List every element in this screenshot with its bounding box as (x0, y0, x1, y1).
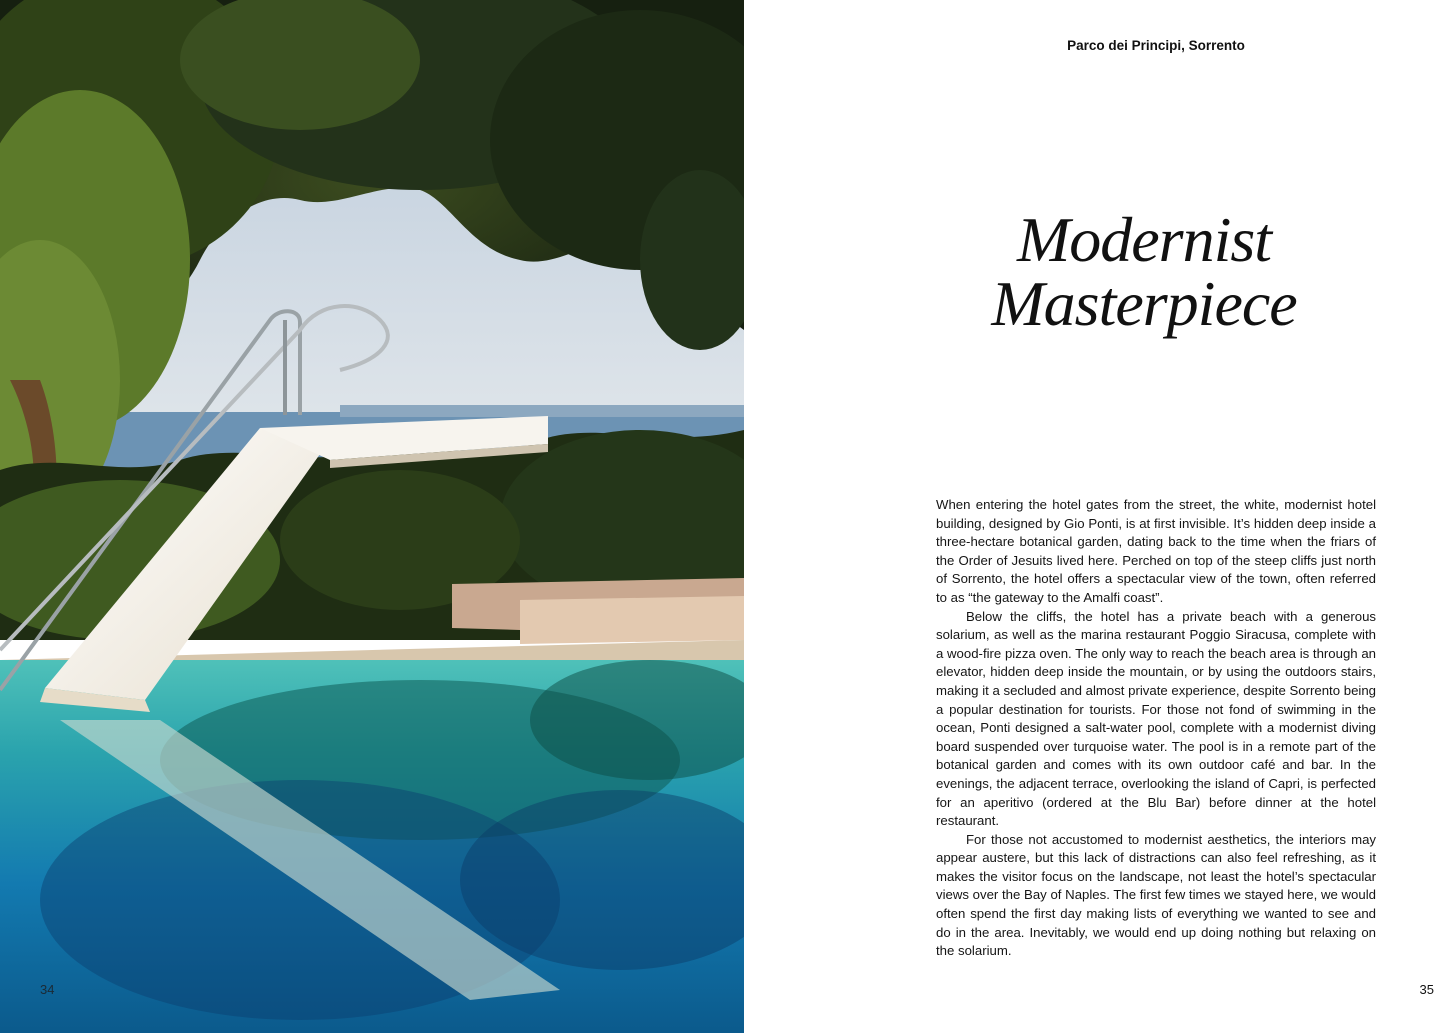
article-title (924, 204, 1364, 339)
page-number-left: 34 (40, 982, 55, 997)
paragraph-3: For those not accustomed to modernist aesthetics, the interiors may appear austere, but this lack of distractions can also feel refreshing, as it makes the visitor focus on the landscape, not least the hotel’s spectacular views over the Bay of Naples. The first few times we stayed here, we would often spend the first day making lists of everything we wanted to see and do in the area. Inevitably, we would end up doing nothing but relaxing on the solarium. (936, 831, 1376, 959)
article-body (936, 496, 1376, 961)
running-head: Parco dei Principi, Sorrento (1067, 38, 1245, 53)
article-title-line-2: Masterpiece (991, 268, 1297, 339)
article-title-line-1: Modernist (1016, 204, 1272, 275)
article-page (744, 0, 1456, 1033)
paragraph-2: Below the cliffs, the hotel has a private beach with a generous solarium, as well as the marina restaurant Poggio Siracusa, complete with a wood-fire pizza oven. The only way to reach the beach area is through an elevator, hidden deep inside the mountain, or by using the outdoors stairs, making it a secluded and almost private experience, despite Sorrento being a popular destination for tourists. For those not fond of swimming in the ocean, Ponti designed a salt-water pool, complete with a modernist diving board suspended over turquoise water. The pool is in a remote part of the botanical garden and comes with its own outdoor café and bar. In the evenings, the adjacent terrace, overlooking the island of Capri, is perfected for an aperitivo (ordered at the Blu Bar) before dinner at the hotel restaurant. (936, 608, 1376, 829)
page-number-right: 35 (1419, 982, 1434, 997)
paragraph-1: When entering the hotel gates from the street, the white, modernist hotel building, designed by Gio Ponti, is at first invisible. It’s hidden deep inside a three-hectare botanical garden, dating back to the time when the friars of the Order of Jesuits lived here. Perched on top of the steep cliffs just north of Sorrento, the hotel offers a spectacular view of the town, often referred to as “the gateway to the Amalfi coast”. (936, 497, 1376, 605)
